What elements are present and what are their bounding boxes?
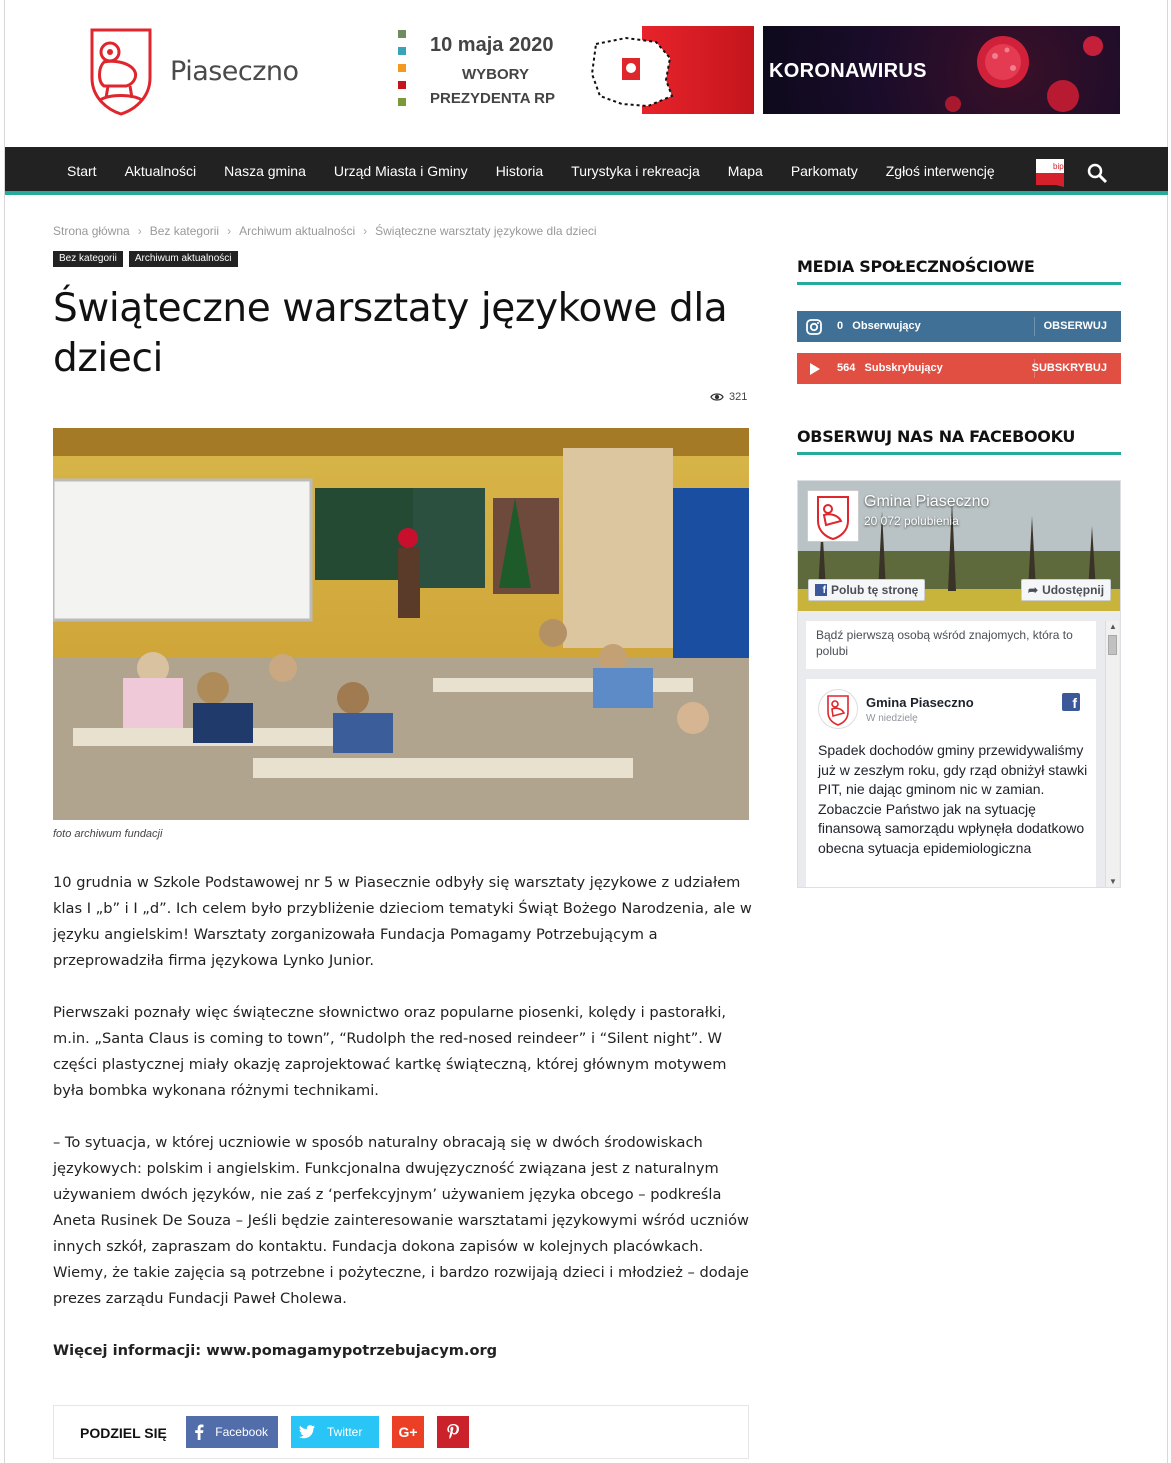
facebook-share-button[interactable]: ➦ Udostępnij [1021, 579, 1111, 601]
youtube-icon [805, 360, 823, 378]
article-photo [53, 428, 749, 820]
nav-item-historia[interactable]: Historia [495, 163, 544, 179]
nav-item-mapa[interactable]: Mapa [727, 163, 763, 179]
facebook-page-likes: 20 072 polubienia [864, 514, 959, 528]
breadcrumb-current: Świąteczne warsztaty językowe dla dzieci [375, 224, 597, 238]
article-paragraph: – To sytuacja, w której uczniowie w sposób naturalny obracają się w dwóch środowiskach językowych: polskim i angielskim. Funkcjonalna dwujęzyczność związana jest z naturalnym używaniem dwóch języków, nie zaś z ‘perfekcyjnym’ używaniem języka obcego – podkreśla Aneta Rusinek De Souza – Jeśli będzie zainteresowanie warsztatami językowymi wśród uczniów innych szkół, zapraszam do kontaktu. Fundacja dokona zapisów w kolejnych placówkach. Wiemy, że takie zajęcia są potrzebne i pożyteczne, i bardzo rozwijają dzieci i młodzież – dodaje prezes zarządu Fundacji Paweł Cholewa. [53, 1134, 749, 1307]
view-count-value: 321 [729, 391, 748, 403]
election-date: 10 maja 2020 [430, 34, 554, 56]
facebook-page-avatar[interactable] [807, 490, 859, 542]
divider [1034, 317, 1035, 336]
facebook-icon [186, 1416, 211, 1448]
share-pinterest-button[interactable] [437, 1416, 469, 1448]
feed-scrollbar[interactable] [1105, 621, 1119, 887]
election-banner[interactable] [396, 26, 754, 114]
youtube-row[interactable] [797, 353, 1121, 384]
photo-caption: foto archiwum fundacji [53, 828, 163, 840]
banner-stripes [398, 26, 406, 114]
article-body [53, 870, 753, 1390]
search-icon[interactable] [1086, 162, 1108, 184]
election-line2: WYBORY [462, 66, 529, 83]
facebook-small-icon: f [815, 584, 827, 596]
twitter-icon [291, 1416, 323, 1448]
category-tag[interactable]: Archiwum aktualności [129, 251, 238, 267]
view-count [710, 391, 747, 403]
breadcrumb-separator: › [227, 224, 232, 238]
share-bar [53, 1405, 749, 1459]
facebook-post [806, 679, 1096, 888]
post-avatar[interactable] [818, 689, 858, 729]
twitter-label: Twitter [327, 1425, 363, 1439]
share-twitter-button[interactable] [291, 1416, 379, 1448]
facebook-heading: OBSERWUJ NAS NA FACEBOOKU [797, 427, 1076, 446]
eye-icon [710, 392, 724, 402]
coronavirus-banner[interactable] [763, 26, 1120, 114]
coronavirus-label: KORONAWIRUS [769, 60, 927, 82]
breadcrumb-category[interactable]: Bez kategorii [149, 224, 220, 238]
facebook-widget [797, 480, 1121, 888]
main-navigation [5, 147, 1168, 195]
instagram-icon [805, 318, 823, 336]
facebook-page-name[interactable]: Gmina Piaseczno [864, 493, 990, 510]
heading-underline [797, 282, 1121, 285]
scroll-up-icon[interactable]: ▲ [1109, 622, 1117, 631]
breadcrumb [53, 224, 597, 238]
instagram-count: 0 Obserwujący [837, 320, 921, 332]
nav-item-parkomaty[interactable]: Parkomaty [790, 163, 858, 179]
bip-icon[interactable] [1036, 159, 1064, 187]
social-media-heading: MEDIA SPOŁECZNOŚCIOWE [797, 257, 1035, 276]
share-google-button[interactable] [392, 1416, 424, 1448]
pinterest-icon [437, 1416, 469, 1448]
share-arrow-icon: ➦ [1028, 583, 1039, 597]
nav-item-turystyka[interactable]: Turystyka i rekreacja [571, 163, 700, 179]
nav-item-zglos[interactable]: Zgłoś interwencję [885, 163, 995, 179]
facebook-label: Facebook [215, 1425, 268, 1439]
share-label: PODZIEL SIĘ [80, 1425, 167, 1441]
election-line3: PREZYDENTA RP [430, 90, 556, 107]
piaseczno-logo[interactable] [88, 26, 154, 116]
svg-text:bip: bip [1053, 162, 1064, 171]
logo-text[interactable]: Piaseczno [170, 56, 299, 87]
post-date[interactable]: W niedzielę [866, 713, 918, 724]
article-paragraph: 10 grudnia w Szkole Podstawowej nr 5 w Piasecznie odbyły się warsztaty językowe z udziałem klas I „b” i I „d”. Ich celem było przybliżenie dzieciom tematyki Świąt Bożego Narodzenia, ale w języku angielskim! Warsztaty zorganizowała Fundacja Pomagamy Potrzebującym a przeprowadziła firma językowa Lynko Junior. [53, 874, 752, 969]
instagram-follow-button[interactable]: OBSERWUJ [1043, 320, 1107, 332]
first-friend-note: Bądź pierwszą osobą wśród znajomych, która to polubi [806, 621, 1096, 669]
share-facebook-button[interactable] [186, 1416, 278, 1448]
nav-item-aktualnosci[interactable]: Aktualności [124, 163, 197, 179]
more-info-link[interactable]: Więcej informacji: www.pomagamypotrzebujacym.org [53, 1342, 498, 1359]
scrollbar-thumb[interactable] [1108, 635, 1117, 655]
facebook-like-button[interactable]: f Polub tę stronę [808, 579, 925, 601]
article-title: Świąteczne warsztaty językowe dla dzieci [53, 286, 728, 381]
heading-underline [797, 452, 1121, 455]
nav-item-urzad[interactable]: Urząd Miasta i Gminy [333, 163, 468, 179]
breadcrumb-archive[interactable]: Archiwum aktualności [239, 224, 356, 238]
nav-item-start[interactable]: Start [67, 163, 97, 179]
facebook-icon: f [1062, 693, 1080, 711]
category-tags [53, 251, 238, 267]
scroll-down-icon[interactable]: ▼ [1109, 877, 1117, 886]
breadcrumb-separator: › [363, 224, 368, 238]
poland-map-icon [586, 34, 676, 110]
nav-item-nasza-gmina[interactable]: Nasza gmina [224, 163, 306, 179]
google-plus-icon: G+ [398, 1424, 418, 1440]
breadcrumb-separator: › [137, 224, 142, 238]
post-text: Spadek dochodów gminy przewidywaliśmy już w zeszłym roku, gdy rząd obniżył stawki PIT, nie dając gminom nic w zamian. Zobaczcie Państwo jak na sytuację finansową samorządu wpłynęła dodatkowo obecna sytuacja epidemiologiczna [818, 742, 1088, 856]
post-author[interactable]: Gmina Piaseczno [866, 695, 974, 710]
nav-menu [53, 147, 1009, 195]
article-paragraph: Pierwszaki poznały więc świąteczne słownictwo oraz popularne piosenki, kolędy i pastorałki, m.in. „Santa Claus is coming to town”, “Rudolph the red-nosed reindeer” i “Silent night”. W części plastycznej miały okazję zaprojektować kartkę świąteczną, której głównym motywem była bombka wykonana różnymi technikami. [53, 1004, 727, 1099]
youtube-subscribe-button[interactable]: SUBSKRYBUJ [1031, 362, 1107, 374]
facebook-feed [798, 611, 1121, 888]
youtube-count: 564 Subskrybujący [837, 362, 943, 374]
breadcrumb-home[interactable]: Strona główna [53, 224, 130, 238]
instagram-row[interactable] [797, 311, 1121, 342]
category-tag[interactable]: Bez kategorii [53, 251, 123, 267]
